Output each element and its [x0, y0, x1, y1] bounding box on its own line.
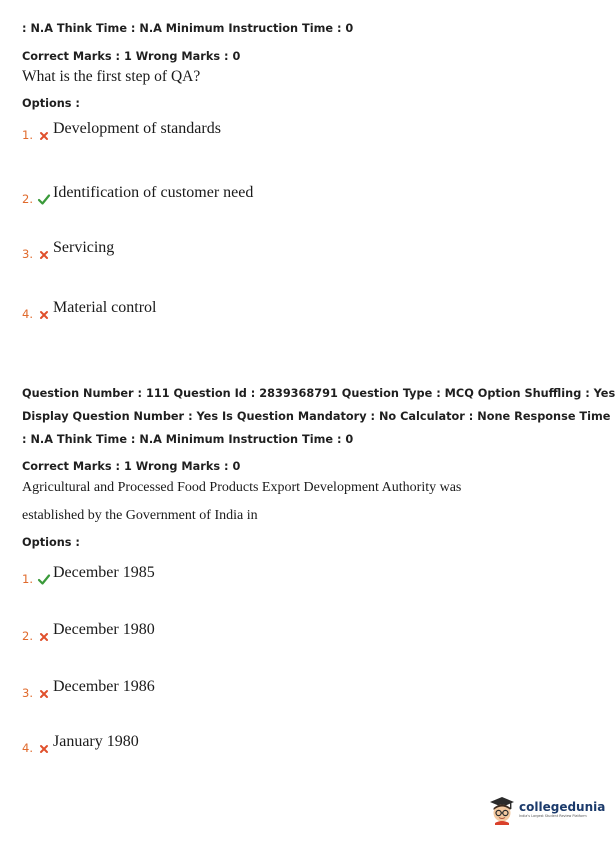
options-label: Options : — [22, 536, 80, 549]
check-icon — [37, 192, 51, 206]
question-text: Agricultural and Processed Food Products Export Development Authority was — [22, 480, 462, 495]
question-text: What is the first step of QA? — [22, 68, 201, 85]
question-meta-line: : N.A Think Time : N.A Minimum Instruction Time : 0 — [22, 22, 354, 35]
option-text: Development of standards — [52, 120, 221, 137]
options-label: Options : — [22, 97, 80, 110]
option-text: December 1985 — [52, 564, 155, 581]
option-number: 1. — [22, 128, 33, 142]
option-text: December 1980 — [52, 621, 155, 638]
question-meta-line: Display Question Number : Yes Is Question Mandatory : No Calculator : None Response Time — [22, 410, 611, 423]
option-number: 3. — [22, 247, 33, 261]
cross-icon — [37, 307, 51, 321]
option-text: Servicing — [52, 239, 115, 256]
marks-line: Correct Marks : 1 Wrong Marks : 0 — [22, 460, 241, 473]
option-item — [22, 678, 155, 700]
option-text: Identification of customer need — [52, 184, 254, 201]
option-item — [22, 239, 115, 261]
option-item — [22, 120, 221, 142]
cross-icon — [37, 629, 51, 643]
option-number: 2. — [22, 192, 33, 206]
question-meta-line: : N.A Think Time : N.A Minimum Instruction Time : 0 — [22, 433, 354, 446]
question-meta-line: Question Number : 111 Question Id : 2839368791 Question Type : MCQ Option Shuffling : Yes — [22, 387, 615, 400]
option-number: 1. — [22, 572, 33, 586]
cross-icon — [37, 128, 51, 142]
option-text: December 1986 — [52, 678, 155, 695]
cross-icon — [37, 686, 51, 700]
brand-tagline: India's Largest Student Review Platform — [519, 814, 587, 818]
collegedunia-logo — [489, 795, 605, 825]
option-number: 4. — [22, 307, 33, 321]
option-text: Material control — [52, 299, 157, 316]
option-number: 3. — [22, 686, 33, 700]
option-item — [22, 184, 254, 206]
question-text: established by the Government of India in — [22, 508, 258, 523]
option-item — [22, 733, 139, 755]
cross-icon — [37, 741, 51, 755]
brand-name: collegedunia — [519, 800, 606, 814]
cross-icon — [37, 247, 51, 261]
student-avatar-icon — [489, 795, 515, 825]
check-icon — [37, 572, 51, 586]
option-item — [22, 564, 155, 586]
marks-line: Correct Marks : 1 Wrong Marks : 0 — [22, 50, 241, 63]
option-text: January 1980 — [52, 733, 139, 750]
option-number: 4. — [22, 741, 33, 755]
option-item — [22, 299, 157, 321]
option-item — [22, 621, 155, 643]
option-number: 2. — [22, 629, 33, 643]
